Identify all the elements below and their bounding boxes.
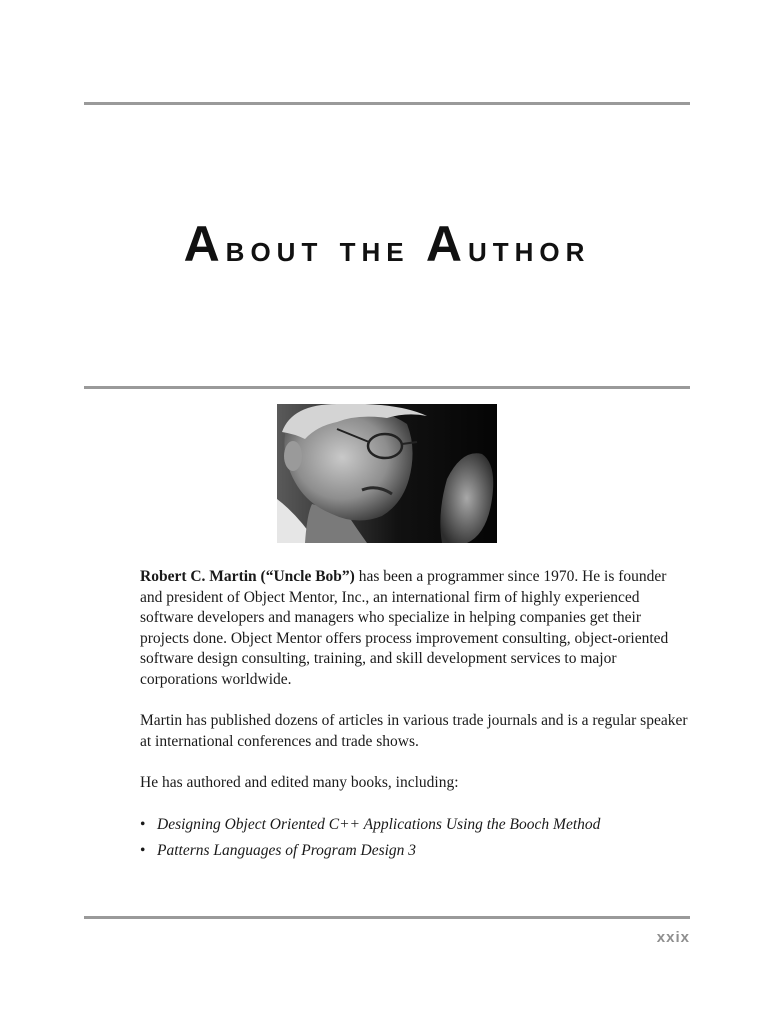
bio-paragraph-1: [140, 567, 688, 690]
bio-paragraph-2: Martin has published dozens of articles in various trade journals and is a regular speaker at international conferences and trade shows.: [140, 712, 688, 750]
book-list: [140, 815, 688, 862]
title-initial-a-2: A: [425, 216, 468, 272]
bottom-rule: [84, 916, 690, 919]
author-bio: [140, 567, 688, 868]
top-rule: [84, 102, 690, 105]
author-name: Robert C. Martin: [140, 568, 257, 585]
chapter-title: [84, 214, 690, 279]
author-photo: [277, 404, 497, 543]
title-word-author: uthor: [468, 228, 591, 269]
bio-paragraph-1-text: has been a programmer since 1970. He is founder and president of Object Mentor, Inc., an international firm of highly experienced software developers and managers who specialize in helping companies get their projects done. Object Mentor offers process improvement consulting, object-oriented software design consulting, training, and skill development services to major corporations worldwide.: [140, 568, 669, 688]
list-item: • Patterns Languages of Program Design 3: [140, 841, 688, 862]
middle-rule: [84, 386, 690, 389]
author-portrait-image: [277, 404, 497, 543]
title-word-about: bout the: [225, 228, 426, 269]
author-nickname: (“Uncle Bob”): [260, 568, 355, 585]
bio-paragraph-3: He has authored and edited many books, including:: [140, 774, 459, 791]
page-number: xxix: [656, 929, 690, 946]
title-initial-a: A: [183, 216, 226, 272]
list-item: • Designing Object Oriented C++ Applications Using the Booch Method: [140, 815, 688, 836]
